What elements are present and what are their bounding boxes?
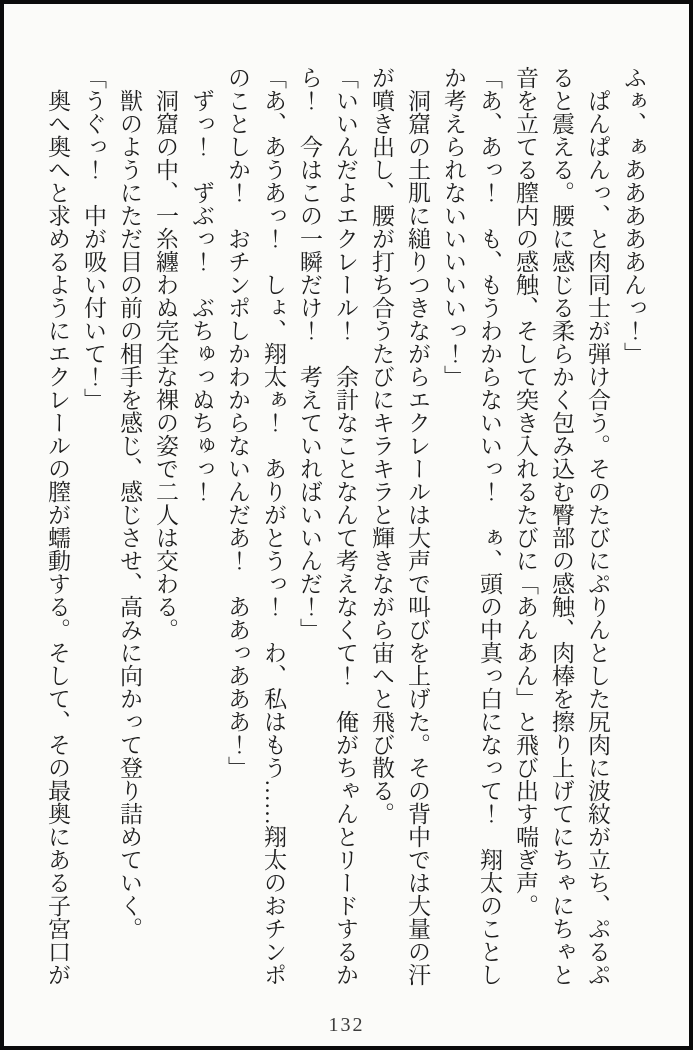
text-line: 音を立てる膣内の感触、そして突き入れるたびに「あんあん」と飛び出す喘ぎ声。 — [513, 66, 538, 917]
text-line: ずっ！ ずぶっ！ ぶちゅっぬちゅっ！ — [189, 66, 214, 503]
text-line: か考えられないいいいいっ！」 — [441, 66, 466, 388]
text-line: のことしか！ おチンポしかわからないんだあ！ ああっあああ！」 — [225, 66, 250, 779]
text-line: 「あ、あうあっ！ しょ、翔太ぁ！ ありがとうっ！ わ、私はもう……翔太のおチンポ — [261, 66, 286, 986]
text-line: ると震える。腰に感じる柔らかく包み込む臀部の感触、肉棒を擦り上げてにちゃにちゃと — [549, 66, 574, 986]
page-text — [37, 66, 651, 1002]
text-line: ふぁ、ぁあああああんっ！」 — [621, 66, 646, 365]
text-line: 「うぐっ！ 中が吸い付いて！」 — [81, 66, 106, 411]
text-line: 「いいんだよエクレール！ 余計なことなんて考えなくて！ 俺がちゃんとリードするか — [333, 66, 358, 986]
text-line: が噴き出し、腰が打ち合うたびにキラキラと輝きながら宙へと飛び散る。 — [369, 66, 394, 825]
text-line: 獣のようにただ目の前の相手を感じ、感じさせ、高みに向かって登り詰めていく。 — [117, 66, 142, 940]
text-line: 洞窟の中、一糸纏わぬ完全な裸の姿で二人は交わる。 — [153, 66, 178, 641]
text-line: 「あ、あっ！ も、もうわからないいっ！ ぁ、頭の中真っ白になって！ 翔太のことし — [477, 66, 502, 986]
text-line: 洞窟の土肌に縋りつきながらエクレールは大声で叫びを上げた。その背中では大量の汗 — [405, 66, 430, 986]
text-line: ら！ 今はこの一瞬だけ！ 考えていればいいんだ！」 — [297, 66, 322, 641]
text-line: 奥へ奥へと求めるようにエクレールの膣が蠕動する。そして、その最奥にある子宮口が — [45, 66, 70, 986]
page-number: 132 — [328, 1014, 365, 1036]
text-line: ぱんぱんっ、と肉同士が弾け合う。そのたびにぷりんとした尻肉に波紋が立ち、ぷるぷ — [585, 66, 610, 986]
